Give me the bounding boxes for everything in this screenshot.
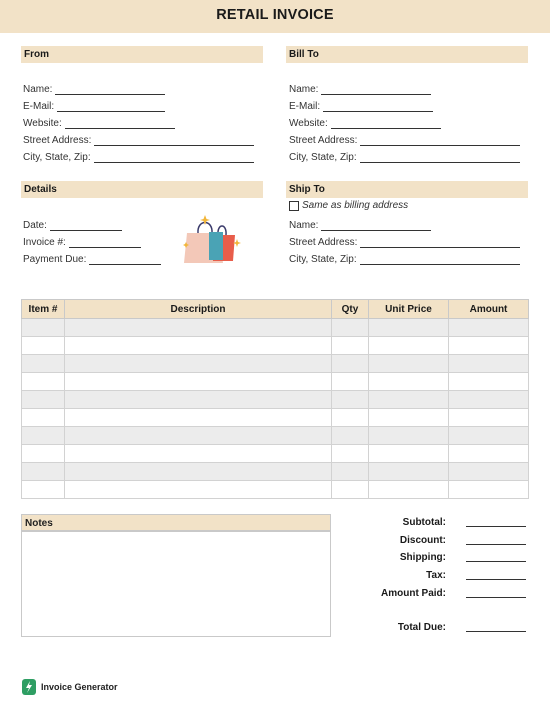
column-header-item-number: Item # <box>22 300 65 319</box>
qty-cell[interactable] <box>332 445 369 463</box>
qty-cell[interactable] <box>332 427 369 445</box>
qty-cell[interactable] <box>332 409 369 427</box>
table-row <box>22 481 529 499</box>
qty-cell[interactable] <box>332 481 369 499</box>
description-cell[interactable] <box>65 409 332 427</box>
date-label: Date: <box>23 220 47 231</box>
unit-price-cell[interactable] <box>369 337 449 355</box>
table-row <box>22 463 529 481</box>
bill-email-field[interactable] <box>289 99 433 112</box>
amount-cell[interactable] <box>449 427 529 445</box>
table-row <box>22 409 529 427</box>
item-number-cell[interactable] <box>22 409 65 427</box>
from-city-label: City, State, Zip: <box>23 152 91 163</box>
discount-label: Discount: <box>399 535 446 546</box>
invoice-number-label: Invoice #: <box>23 237 66 248</box>
table-row <box>22 445 529 463</box>
table-row <box>22 337 529 355</box>
bill-website-line[interactable] <box>331 120 441 129</box>
description-cell[interactable] <box>65 319 332 337</box>
payment-due-line[interactable] <box>89 256 161 265</box>
from-street-label: Street Address: <box>23 135 92 146</box>
same-as-billing-row[interactable] <box>289 200 408 211</box>
total-due-line[interactable] <box>466 631 526 632</box>
item-number-cell[interactable] <box>22 391 65 409</box>
ship-name-line[interactable] <box>321 222 431 231</box>
details-heading: Details <box>21 181 263 198</box>
from-city-field[interactable] <box>23 150 254 163</box>
shipping-line[interactable] <box>466 561 526 562</box>
invoice-number-line[interactable] <box>69 239 141 248</box>
amount-cell[interactable] <box>449 355 529 373</box>
description-cell[interactable] <box>65 373 332 391</box>
ship-name-field[interactable] <box>289 218 431 231</box>
from-city-line[interactable] <box>94 154 254 163</box>
invoice-number-field[interactable] <box>23 235 141 248</box>
item-number-cell[interactable] <box>22 463 65 481</box>
amount-cell[interactable] <box>449 463 529 481</box>
qty-cell[interactable] <box>332 373 369 391</box>
bill-street-label: Street Address: <box>289 135 358 146</box>
bill-email-label: E-Mail: <box>289 101 321 112</box>
bill-website-field[interactable] <box>289 116 441 129</box>
ship-city-label: City, State, Zip: <box>289 254 357 265</box>
payment-due-label: Payment Due: <box>23 254 87 265</box>
subtotal-label: Subtotal: <box>402 517 446 528</box>
bill-name-label: Name: <box>289 84 319 95</box>
notes-heading: Notes <box>21 514 331 531</box>
column-header-unit-price: Unit Price <box>369 300 449 319</box>
shopping-bags-icon <box>181 213 243 268</box>
unit-price-cell[interactable] <box>369 481 449 499</box>
unit-price-cell[interactable] <box>369 463 449 481</box>
from-email-field[interactable] <box>23 99 165 112</box>
unit-price-cell[interactable] <box>369 355 449 373</box>
bill-email-line[interactable] <box>323 103 433 112</box>
qty-cell[interactable] <box>332 463 369 481</box>
ship-street-field[interactable] <box>289 235 520 248</box>
bill-name-field[interactable] <box>289 82 431 95</box>
bill-city-line[interactable] <box>360 154 520 163</box>
item-number-cell[interactable] <box>22 481 65 499</box>
from-heading: From <box>21 46 263 63</box>
description-cell[interactable] <box>65 391 332 409</box>
bill-name-line[interactable] <box>321 86 431 95</box>
bill-city-field[interactable] <box>289 150 520 163</box>
unit-price-cell[interactable] <box>369 373 449 391</box>
column-header-qty: Qty <box>332 300 369 319</box>
brand-name: Invoice Generator <box>41 682 118 692</box>
line-items-table <box>21 299 529 499</box>
description-cell[interactable] <box>65 355 332 373</box>
amount-cell[interactable] <box>449 319 529 337</box>
from-name-label: Name: <box>23 84 53 95</box>
from-name-field[interactable] <box>23 82 165 95</box>
ship-city-line[interactable] <box>360 256 520 265</box>
description-cell[interactable] <box>65 427 332 445</box>
notes-textarea[interactable] <box>21 531 331 637</box>
date-field[interactable] <box>23 218 122 231</box>
ship-city-field[interactable] <box>289 252 520 265</box>
unit-price-cell[interactable] <box>369 445 449 463</box>
from-website-label: Website: <box>23 118 62 129</box>
item-number-cell[interactable] <box>22 445 65 463</box>
bill-city-label: City, State, Zip: <box>289 152 357 163</box>
bill-website-label: Website: <box>289 118 328 129</box>
table-row <box>22 391 529 409</box>
table-row <box>22 427 529 445</box>
from-email-line[interactable] <box>57 103 165 112</box>
discount-line[interactable] <box>466 544 526 545</box>
from-street-field[interactable] <box>23 133 254 146</box>
table-row <box>22 373 529 391</box>
payment-due-field[interactable] <box>23 252 161 265</box>
qty-cell[interactable] <box>332 319 369 337</box>
bolt-icon <box>22 679 36 695</box>
item-number-cell[interactable] <box>22 373 65 391</box>
ship-name-label: Name: <box>289 220 319 231</box>
from-name-line[interactable] <box>55 86 165 95</box>
unit-price-cell[interactable] <box>369 319 449 337</box>
amount-paid-line[interactable] <box>466 597 526 598</box>
total-due-label: Total Due: <box>397 622 446 633</box>
unit-price-cell[interactable] <box>369 391 449 409</box>
item-number-cell[interactable] <box>22 337 65 355</box>
qty-cell[interactable] <box>332 337 369 355</box>
amount-cell[interactable] <box>449 481 529 499</box>
description-cell[interactable] <box>65 445 332 463</box>
column-header-description: Description <box>65 300 332 319</box>
description-cell[interactable] <box>65 481 332 499</box>
item-number-cell[interactable] <box>22 319 65 337</box>
same-as-billing-label: Same as billing address <box>302 200 409 211</box>
ship-street-label: Street Address: <box>289 237 358 248</box>
table-row <box>22 355 529 373</box>
unit-price-cell[interactable] <box>369 427 449 445</box>
bill-street-field[interactable] <box>289 133 520 146</box>
amount-paid-label: Amount Paid: <box>381 588 446 599</box>
qty-cell[interactable] <box>332 355 369 373</box>
amount-cell[interactable] <box>449 409 529 427</box>
bill-street-line[interactable] <box>360 137 520 146</box>
from-email-label: E-Mail: <box>23 101 55 112</box>
description-cell[interactable] <box>65 337 332 355</box>
same-as-billing-checkbox[interactable] <box>289 201 299 211</box>
invoice-generator-logo[interactable] <box>22 679 118 695</box>
page-title: RETAIL INVOICE <box>216 7 334 23</box>
qty-cell[interactable] <box>332 391 369 409</box>
tax-label: Tax: <box>426 570 446 581</box>
item-number-cell[interactable] <box>22 355 65 373</box>
ship-street-line[interactable] <box>360 239 520 248</box>
amount-cell[interactable] <box>449 337 529 355</box>
amount-cell[interactable] <box>449 445 529 463</box>
table-header-row <box>22 300 529 319</box>
description-cell[interactable] <box>65 463 332 481</box>
tax-line[interactable] <box>466 579 526 580</box>
column-header-amount: Amount <box>449 300 529 319</box>
from-website-line[interactable] <box>65 120 175 129</box>
amount-cell[interactable] <box>449 391 529 409</box>
unit-price-cell[interactable] <box>369 409 449 427</box>
date-line[interactable] <box>50 222 122 231</box>
bill-to-heading: Bill To <box>286 46 528 63</box>
subtotal-line[interactable] <box>466 526 526 527</box>
table-row <box>22 319 529 337</box>
item-number-cell[interactable] <box>22 427 65 445</box>
from-street-line[interactable] <box>94 137 254 146</box>
ship-to-heading: Ship To <box>286 181 528 198</box>
shipping-label: Shipping: <box>399 552 446 563</box>
from-website-field[interactable] <box>23 116 175 129</box>
amount-cell[interactable] <box>449 373 529 391</box>
